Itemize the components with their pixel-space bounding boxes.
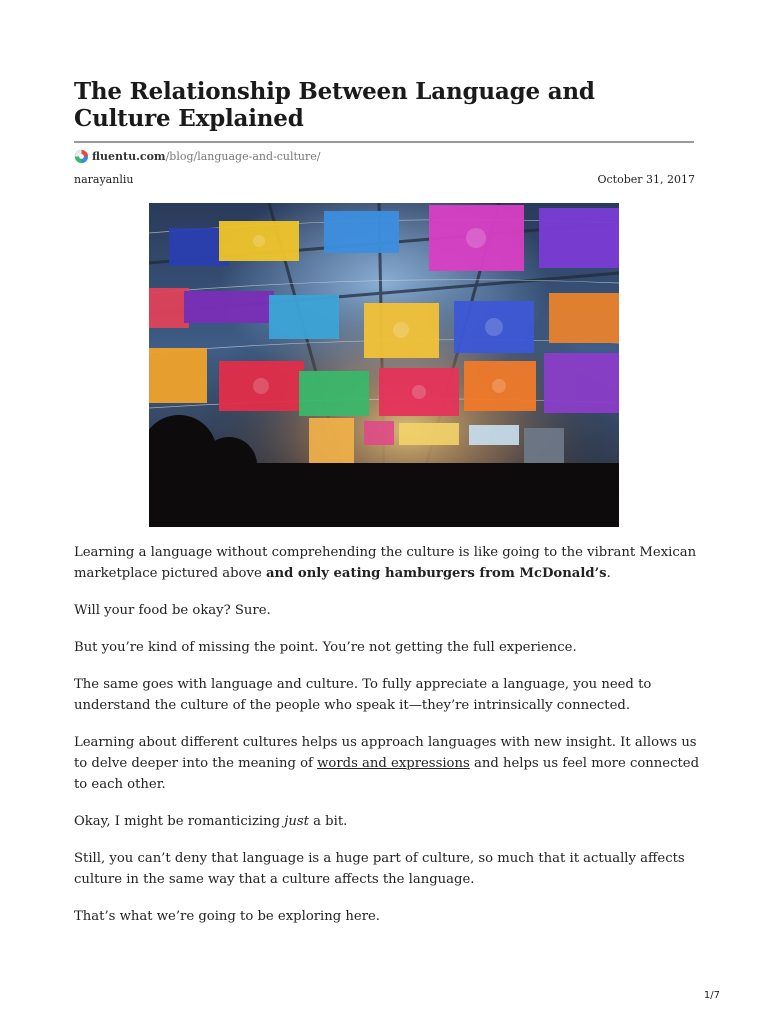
paragraph-5	[74, 732, 699, 795]
fluentu-logo-icon	[74, 149, 89, 164]
author-name: narayanliu	[74, 173, 134, 186]
article-title: The Relationship Between Language and Culture Explained	[74, 78, 595, 132]
paragraph-8: That’s what we’re going to be exploring here.	[74, 909, 381, 924]
paragraph-6-italic: just	[284, 814, 309, 829]
source-url[interactable]	[74, 147, 320, 165]
paragraph-6-text: Okay, I might be romanticizing	[74, 814, 285, 829]
source-domain[interactable]: fluentu.com	[92, 149, 166, 163]
paragraph-5-text: Learning about different cultures helps us approach languages with new insight. It allows us to delve deeper into the meaning of	[74, 735, 697, 771]
publish-date: October 31, 2017	[597, 173, 695, 186]
article-body	[74, 542, 699, 943]
paragraph-4: The same goes with language and culture. To fully appreciate a language, you need to understand the culture of the people who speak it—they’re intrinsically connected.	[74, 677, 652, 713]
paragraph-1	[74, 542, 699, 584]
market-photo-illustration	[149, 203, 619, 527]
article-meta	[74, 173, 695, 186]
paragraph-1-end: .	[606, 566, 611, 581]
paragraph-5-end: and helps us feel more connected to each other.	[74, 756, 700, 792]
paragraph-3: But you’re kind of missing the point. You’re not getting the full experience.	[74, 640, 577, 655]
paragraph-6-end: a bit.	[308, 814, 348, 829]
paragraph-6	[74, 811, 699, 832]
hero-image	[149, 203, 619, 527]
page-number: 1/7	[703, 990, 720, 1001]
words-and-expressions-link[interactable]: words and expressions	[317, 756, 470, 771]
paragraph-2: Will your food be okay? Sure.	[74, 603, 271, 618]
source-path[interactable]: /blog/language-and-culture/	[165, 149, 321, 163]
paragraph-1-bold: and only eating hamburgers from McDonald’s	[265, 566, 607, 581]
paragraph-1-text: Learning a language without comprehending the culture is like going to the vibrant Mexican marketplace pictured above	[74, 545, 697, 581]
paragraph-7: Still, you can’t deny that language is a huge part of culture, so much that it actually affects culture in the same way that a culture affects the language.	[74, 851, 685, 887]
title-divider	[74, 141, 694, 143]
